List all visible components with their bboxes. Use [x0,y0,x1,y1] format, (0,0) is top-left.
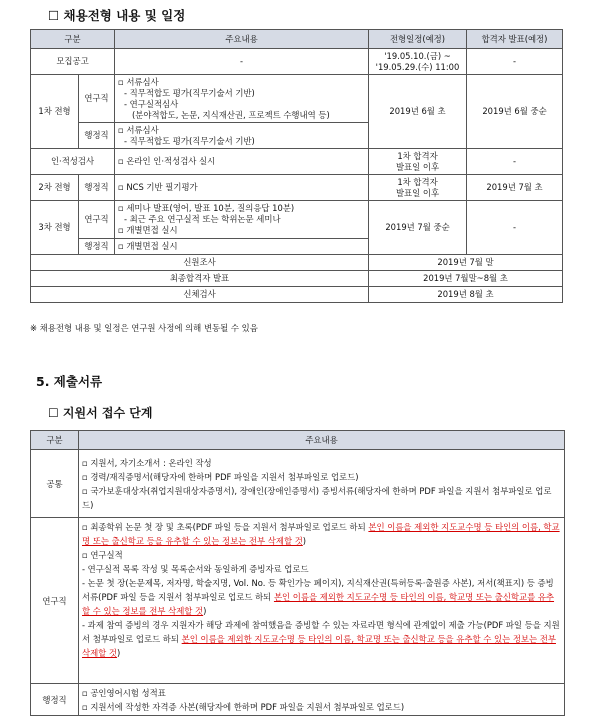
row-label-background: 신원조사 [31,255,369,271]
round3-announce: - [467,201,563,255]
round1-research-content: ▫ 서류심사 - 직무적합도 평가(직무기술서 기반) - 연구실적심사 (분야적합도, 논문, 지식재산권, 프로젝트 수행내역 등) [115,75,369,123]
perf-warning: 본인 이름을 제외한 지도교수명 등 타인의 이름, 학교명 또는 출신학교를 유추할 수 있는 정보를 전부 삭제할 것 [82,592,555,616]
round2-content: ▫ NCS 기반 필기평가 [115,175,369,201]
round1-research-label: 연구직 [79,75,115,123]
physical-value: 2019년 8월 초 [369,287,563,303]
recruit-content: - [115,49,369,75]
row-label-round3: 3차 전형 [31,201,79,255]
row-label-recruit: 모집공고 [31,49,115,75]
research-docs-content: ▫ 최종학위 논문 첫 장 및 초록(PDF 파일 등을 지원서 첨부파일로 업로드 하되 본인 이름을 제외한 지도교수명 등 타인의 이름, 학교명 또는 출신학교 등을 유추할 수 있는 정보는 전부 삭제할 것) ▫ 연구실적 - 연구실적 목록 작성 및 목록순서와 동일하게 증빙자료 업로드 - 논문 첫 장(논문제목, 저자명, 학술지명, Vol. No. 등 확인가능 페이지), 지식재산권(특허등록·출원증 사본), 저서(책표지) 등 증빙서류(PDF 파일 등을 지원서 첨부파일로 업로드 하되 본인 이름을 제외한 지도교수명 등 타인의 이름, 학교명 또는 출신학교를 유추할 수 있는 정보를 전부 삭제할 것) - 과제 참여 증빙의 경우 지원자가 해당 과제에 참여했음을 증빙할 수 있는 자료라면 형식에 관계없이 제출 가능(PDF 파일 등을 지원서 첨부파일로 업로드 하되 본인 이름을 제외한 지도교수명 등 타인의 이름, 학교명 또는 출신학교 등을 유추할 수 있는 정보는 전부 삭제할 것) [79,518,565,684]
round3-research-content: ▫ 세미나 발표(영어, 발표 10분, 질의응답 10분) - 최근 주요 연구실적 또는 학위논문 세미나 ▫ 개별면접 실시 [115,201,369,239]
round1-schedule: 2019년 6월 초 [369,75,467,149]
degree-warning: 본인 이름을 제외한 지도교수명 등 타인의 이름, 학교명 또는 출신학교 등을 유추할 수 있는 정보는 전부 삭제할 것 [82,522,560,546]
round3-schedule: 2019년 7월 중순 [369,201,467,255]
round1-admin-content: ▫ 서류심사 - 직무적합도 평가(직무기술서 기반) [115,123,369,149]
row-label-aptitude: 인·적성검사 [31,149,115,175]
research-docs-label: 연구직 [31,518,79,684]
row-label-physical: 신체검사 [31,287,369,303]
aptitude-schedule: 1차 합격자 발표일 이후 [369,149,467,175]
schedule-table [30,29,563,303]
recruit-schedule: '19.05.10.(금) ~ '19.05.29.(수) 11:00 [369,49,467,75]
project-warning: 본인 이름을 제외한 지도교수명 등 타인의 이름, 학교명 또는 출신학교 등을 유추할 수 있는 정보는 전부 삭제할 것 [82,634,556,658]
recruit-announce: - [467,49,563,75]
documents-table [30,430,565,716]
final-value: 2019년 7월말~8월 초 [369,271,563,287]
header-announce: 합격자 발표(예정) [467,30,563,49]
round3-research-label: 연구직 [79,201,115,239]
round2-track: 행정직 [79,175,115,201]
round3-admin-label: 행정직 [79,239,115,255]
row-label-final: 최종합격자 발표 [31,271,369,287]
round1-announce: 2019년 6월 중순 [467,75,563,149]
section-heading-documents: 5. 제출서류 [36,374,103,389]
doc-header-content: 주요내용 [79,431,565,450]
subheading-application: ☐ 지원서 접수 단계 [48,406,153,420]
common-content: ▫ 지원서, 자기소개서 : 온라인 작성 ▫ 경력/재직증명서(해당자에 한하며 PDF 파일을 지원서 첨부파일로 업로드) ▫ 국가보훈대상자(취업지원대상자증명서), 장애인(장애인증명서) 증빙서류(해당자에 한하며 PDF 파일을 지원서 첨부파일로 업로드) [79,450,565,518]
round2-announce: 2019년 7월 초 [467,175,563,201]
round1-admin-label: 행정직 [79,123,115,149]
row-label-round2: 2차 전형 [31,175,79,201]
doc-header-category: 구분 [31,431,79,450]
aptitude-announce: - [467,149,563,175]
header-schedule: 전형일정(예정) [369,30,467,49]
section-heading-schedule: ☐ 채용전형 내용 및 일정 [48,8,186,23]
round2-schedule: 1차 합격자 발표일 이후 [369,175,467,201]
header-content: 주요내용 [115,30,369,49]
admin-docs-content: ▫ 공인영어시험 성적표 ▫ 지원서에 작성한 자격증 사본(해당자에 한하며 PDF 파일을 지원서 첨부파일로 업로드) [79,684,565,716]
round3-admin-content: ▫ 개별면접 실시 [115,239,369,255]
common-label: 공통 [31,450,79,518]
background-value: 2019년 7월 말 [369,255,563,271]
admin-docs-label: 행정직 [31,684,79,716]
schedule-note: ※ 채용전형 내용 및 일정은 연구원 사정에 의해 변동될 수 있음 [30,323,258,333]
aptitude-content: ▫ 온라인 인·적성검사 실시 [115,149,369,175]
row-label-round1: 1차 전형 [31,75,79,149]
header-category: 구분 [31,30,115,49]
